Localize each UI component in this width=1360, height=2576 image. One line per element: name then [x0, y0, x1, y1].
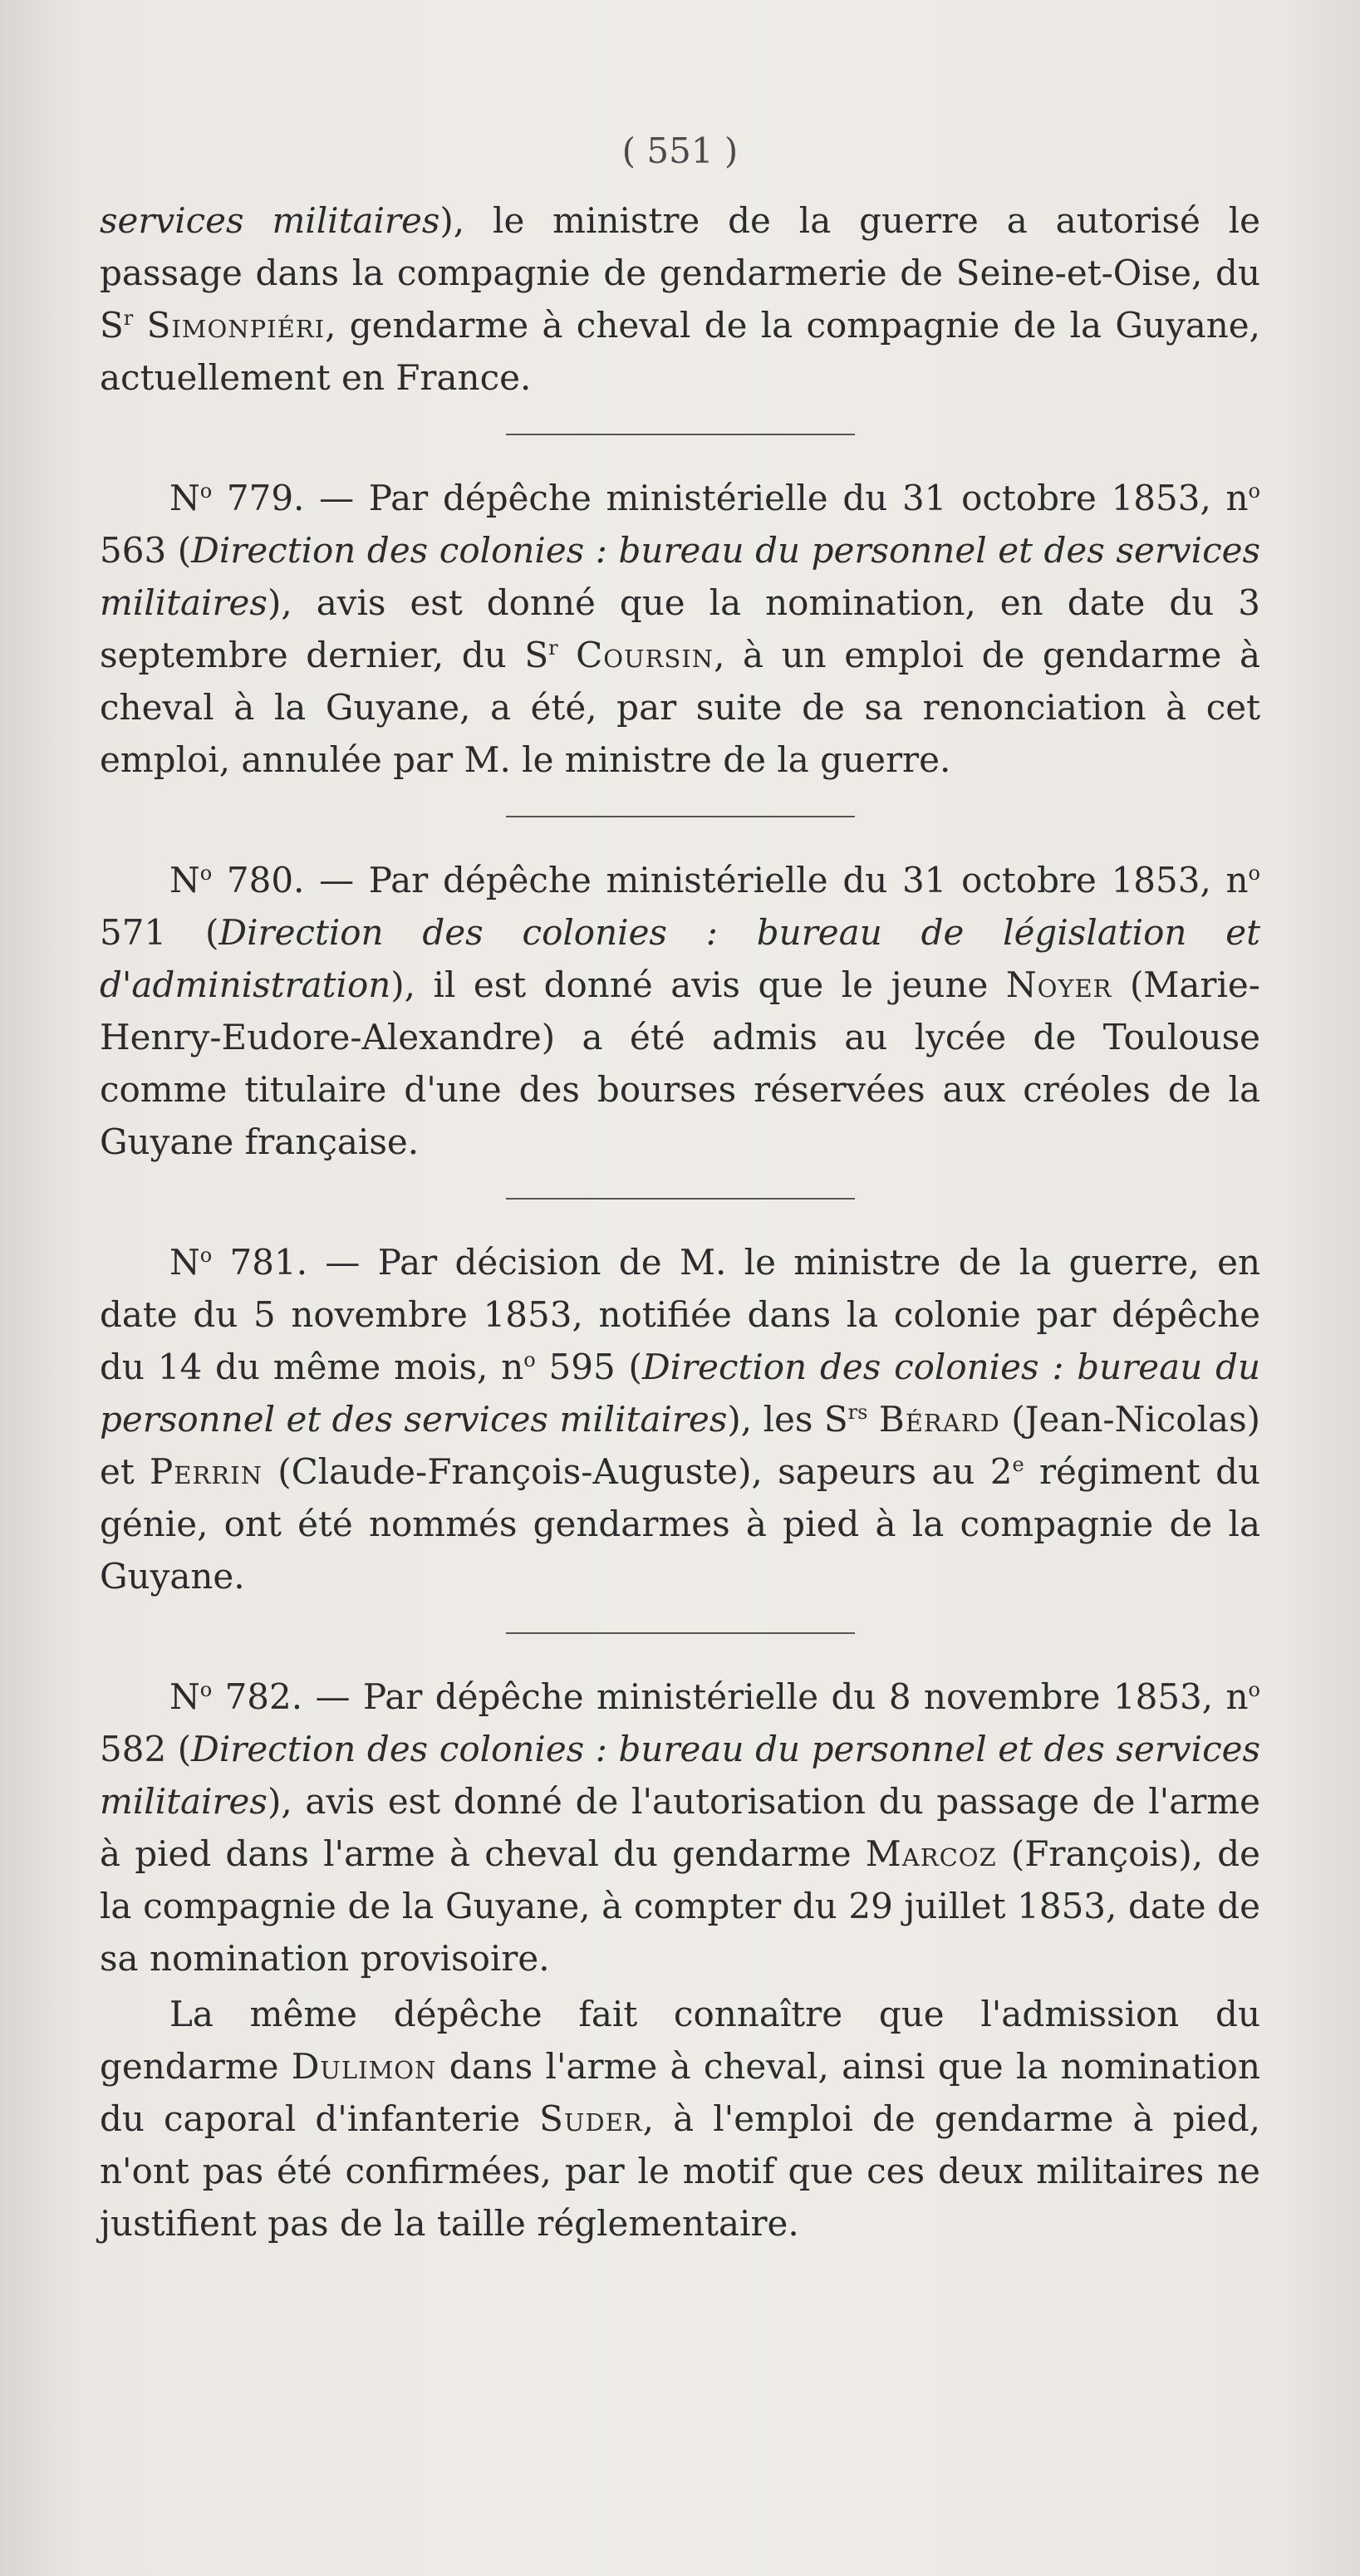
superscript: e: [1012, 1453, 1024, 1476]
name-smallcaps: Noyer: [1005, 964, 1112, 1005]
entry-779: [100, 472, 1260, 786]
superscript: r: [123, 307, 134, 330]
italic-text: Direction des colonies : bureau de législation et d'administration: [100, 912, 1260, 1005]
italic-text: Direction des colonies : bureau du personnel et des services militaires: [100, 530, 1260, 623]
text-run: N: [169, 1676, 200, 1717]
text-run: N: [169, 478, 200, 518]
name-smallcaps: Marcoz: [865, 1833, 997, 1874]
text-run: régiment du génie, ont été nommés gendarmes à pied à la compagnie de la Guyane.: [100, 1451, 1261, 1597]
superscript: o: [199, 479, 213, 503]
separator-rule: [506, 816, 855, 817]
name-smallcaps: Simonpiéri: [146, 305, 326, 346]
text-run: 780. — Par dépêche ministérielle du 31 octobre 1853, n: [212, 860, 1249, 900]
text-run: , gendarme à cheval de la compagnie de la Guyane, actuellement en France.: [100, 305, 1260, 398]
italic-text: Direction des colonies : bureau du personnel et des services militaires: [100, 1729, 1260, 1822]
text-run: N: [169, 1242, 200, 1283]
entry-781: [100, 1236, 1260, 1602]
page-number: ( 551 ): [621, 130, 739, 171]
superscript: o: [199, 1678, 213, 1701]
superscript: o: [1248, 479, 1260, 503]
text-run: ), avis est donné que la nomination, en date du 3 septembre dernier, du S: [100, 582, 1260, 675]
name-smallcaps: Perrin: [150, 1451, 263, 1492]
text-run: [558, 635, 577, 675]
text-run: ), les S: [727, 1399, 848, 1440]
text-run: (Jean-Nicolas) et: [100, 1399, 1261, 1492]
text-run: ), le ministre de la guerre a autorisé le passage dans la compagnie de gendarmerie de Seine-et-Oise, du S: [100, 200, 1261, 346]
text-run: 595 (: [535, 1347, 642, 1387]
name-smallcaps: Dulimon: [291, 2046, 437, 2087]
name-smallcaps: Suder: [539, 2098, 643, 2139]
italic-text: Direction des colonies : bureau du personnel et des services militaires: [100, 1347, 1260, 1440]
name-smallcaps: Bérard: [878, 1399, 1000, 1440]
text-run: ), il est donné avis que le jeune: [390, 964, 1006, 1005]
separator-rule: [506, 1632, 855, 1634]
text-run: N: [169, 860, 200, 900]
entry-782-followup: [100, 1988, 1260, 2250]
separator-rule: [506, 1198, 855, 1200]
text-run: , à un emploi de gendarme à cheval à la Guyane, a été, par suite de sa renonciation à cet emploi, annulée par M. le ministre de la guerre.: [100, 635, 1261, 780]
italic-text: services militaires: [100, 200, 440, 241]
text-run: (Marie-Henry-Eudore-Alexandre) a été admis au lycée de Toulouse comme titulaire d'une des bourses réservées aux créoles de la Guyane française.: [100, 964, 1260, 1162]
text-run: ), avis est donné de l'autorisation du passage de l'arme à pied dans l'arme à cheval du gendarme: [100, 1781, 1260, 1874]
text-run: 571 (: [100, 912, 219, 953]
superscript: rs: [847, 1401, 868, 1424]
text-run: 779. — Par dépêche ministérielle du 31 octobre 1853, n: [212, 478, 1249, 518]
superscript: o: [199, 1244, 213, 1267]
text-run: , à l'emploi de gendarme à pied, n'ont pas été confirmées, par le motif que ces deux militaires ne justifient pas de la taille réglementaire.: [100, 2098, 1260, 2244]
superscript: o: [199, 861, 213, 885]
entry-780: [100, 854, 1260, 1168]
text-run: (François), de la compagnie de la Guyane, à compter du 29 juillet 1853, date de sa nomination provisoire.: [100, 1833, 1260, 1979]
superscript: o: [1248, 861, 1260, 885]
text-run: (Claude-François-Auguste), sapeurs au 2: [262, 1451, 1013, 1492]
text-run: 781. — Par décision de M. le ministre de la guerre, en date du 5 novembre 1853, notifiée dans la colonie par dépêche du 14 du même mois, n: [100, 1242, 1260, 1387]
text-run: 582 (: [100, 1729, 192, 1769]
paragraph-continuation: [100, 194, 1260, 404]
entry-782: [100, 1671, 1260, 1985]
superscript: r: [548, 636, 558, 660]
superscript: o: [1248, 1678, 1260, 1701]
text-run: [133, 305, 146, 346]
name-smallcaps: Coursin: [576, 635, 714, 675]
text-run: 782. — Par dépêche ministérielle du 8 novembre 1853, n: [212, 1676, 1249, 1717]
text-run: [867, 1399, 878, 1440]
text-run: La même dépêche fait connaître que l'admission du gendarme: [100, 1994, 1260, 2087]
superscript: o: [523, 1348, 536, 1371]
separator-rule: [506, 434, 855, 435]
text-run: 563 (: [100, 530, 192, 571]
text-run: dans l'arme à cheval, ainsi que la nomination du caporal d'infanterie: [100, 2046, 1261, 2139]
